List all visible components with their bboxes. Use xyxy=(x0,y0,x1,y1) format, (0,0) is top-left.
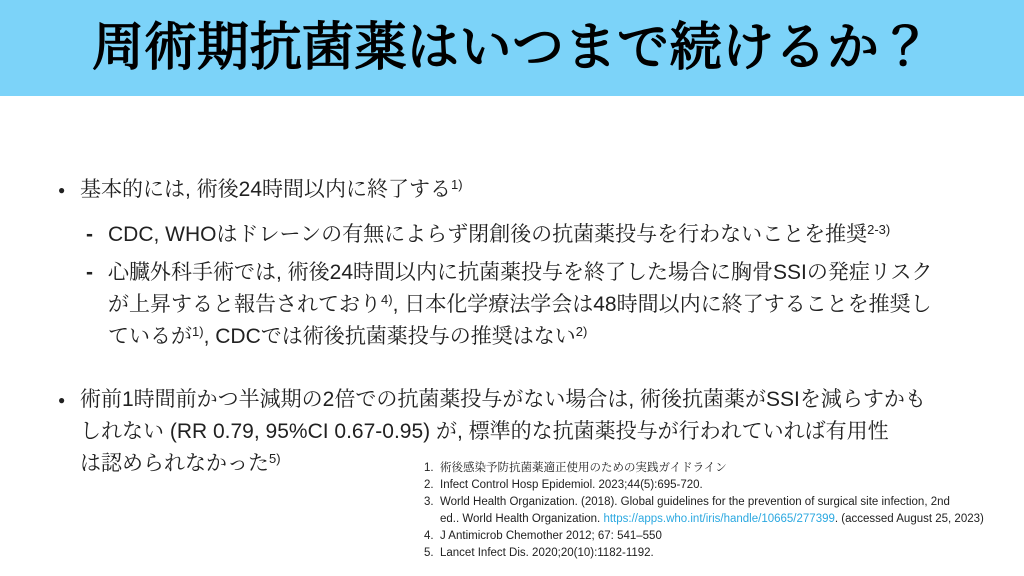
sub-bullet-2 xyxy=(86,257,1008,353)
reference-number: 4. xyxy=(424,530,434,542)
citation-superscript: 2-3) xyxy=(867,222,891,237)
bullet-text-line xyxy=(108,321,1008,353)
bullet-text-line xyxy=(108,257,1008,289)
references-list xyxy=(424,460,1020,562)
citation-superscript: 1) xyxy=(192,324,204,339)
text-segment: . (accessed August 25, 2023) xyxy=(834,513,984,525)
text-segment: しれない (RR 0.79, 95%CI 0.67-0.95) が, 標準的な抗菌薬投与が行われていれば有用性 xyxy=(80,420,889,443)
reference-text: 術後感染予防抗菌薬適正使用のための実践ガイドライン xyxy=(440,462,727,474)
text-segment: 術前1時間前かつ半減期の2倍での抗菌薬投与がない場合は, 術後抗菌薬がSSIを減らすかも xyxy=(80,388,926,411)
reference-item-3 xyxy=(424,494,1020,528)
bullet-1-text xyxy=(80,174,1008,206)
reference-item-1 xyxy=(424,460,1020,477)
reference-number: 3. xyxy=(424,496,434,508)
reference-number: 2. xyxy=(424,479,434,491)
reference-text: World Health Organization. (2018). Global guidelines for the prevention of surgical site infection, 2nd xyxy=(440,496,950,508)
dash-marker-icon: - xyxy=(86,223,93,246)
reference-text xyxy=(440,511,1020,528)
text-segment: 心臓外科手術では, 術後24時間以内に抗菌薬投与を終了した場合に胸骨SSIの発症リスク xyxy=(108,261,933,284)
bullet-text-line xyxy=(80,384,1008,416)
who-guidelines-link[interactable]: https://apps.who.int/iris/handle/10665/277399 xyxy=(603,513,835,525)
bullet-dot-icon: ● xyxy=(58,183,66,197)
sub-bullet-1 xyxy=(86,219,1008,251)
sub-bullet-2-text xyxy=(108,257,1008,353)
reference-number: 5. xyxy=(424,547,434,559)
reference-item-2 xyxy=(424,477,1020,494)
sub-bullet-group xyxy=(86,219,1008,353)
text-segment: ed.. World Health Organization. xyxy=(440,513,604,525)
bullet-text-line xyxy=(80,416,1008,448)
citation-superscript: 5) xyxy=(269,451,281,466)
slide-title: 周術期抗菌薬はいつまで続けるか？ xyxy=(91,19,932,77)
bullet-text-line xyxy=(108,219,1008,251)
bullet-dot-icon: ● xyxy=(58,393,66,407)
reference-text: Lancet Infect Dis. 2020;20(10):1182-1192. xyxy=(440,547,654,559)
citation-superscript: 2) xyxy=(575,324,588,339)
reference-item-5 xyxy=(424,545,1020,562)
reference-text: J Antimicrob Chemother 2012; 67: 541–550 xyxy=(440,530,662,542)
text-segment: が上昇すると報告されており xyxy=(108,293,381,316)
sub-bullet-1-text xyxy=(108,219,1008,251)
text-segment: , 日本化学療法学会は48時間以内に終了することを推奨し xyxy=(392,293,932,316)
text-segment: 基本的には, 術後24時間以内に終了する xyxy=(80,178,452,201)
citation-superscript: 4) xyxy=(381,292,393,307)
text-segment: ているが xyxy=(108,325,192,348)
bullet-text-line xyxy=(80,174,1008,206)
citation-superscript: 1) xyxy=(451,177,463,192)
reference-number: 1. xyxy=(424,462,434,474)
reference-text: Infect Control Hosp Epidemiol. 2023;44(5):695-720. xyxy=(440,479,703,491)
reference-item-4 xyxy=(424,528,1020,545)
bullet-item-1 xyxy=(58,174,1008,206)
text-segment: は認められなかった xyxy=(80,452,269,475)
slide-body xyxy=(58,174,1008,480)
bullet-text-line xyxy=(108,289,1008,321)
dash-marker-icon: - xyxy=(86,261,93,284)
text-segment: , CDCでは術後抗菌薬投与の推奨はない xyxy=(203,325,576,348)
title-bar xyxy=(0,0,1024,96)
text-segment: CDC, WHOはドレーンの有無によらず閉創後の抗菌薬投与を行わないことを推奨 xyxy=(108,223,868,246)
